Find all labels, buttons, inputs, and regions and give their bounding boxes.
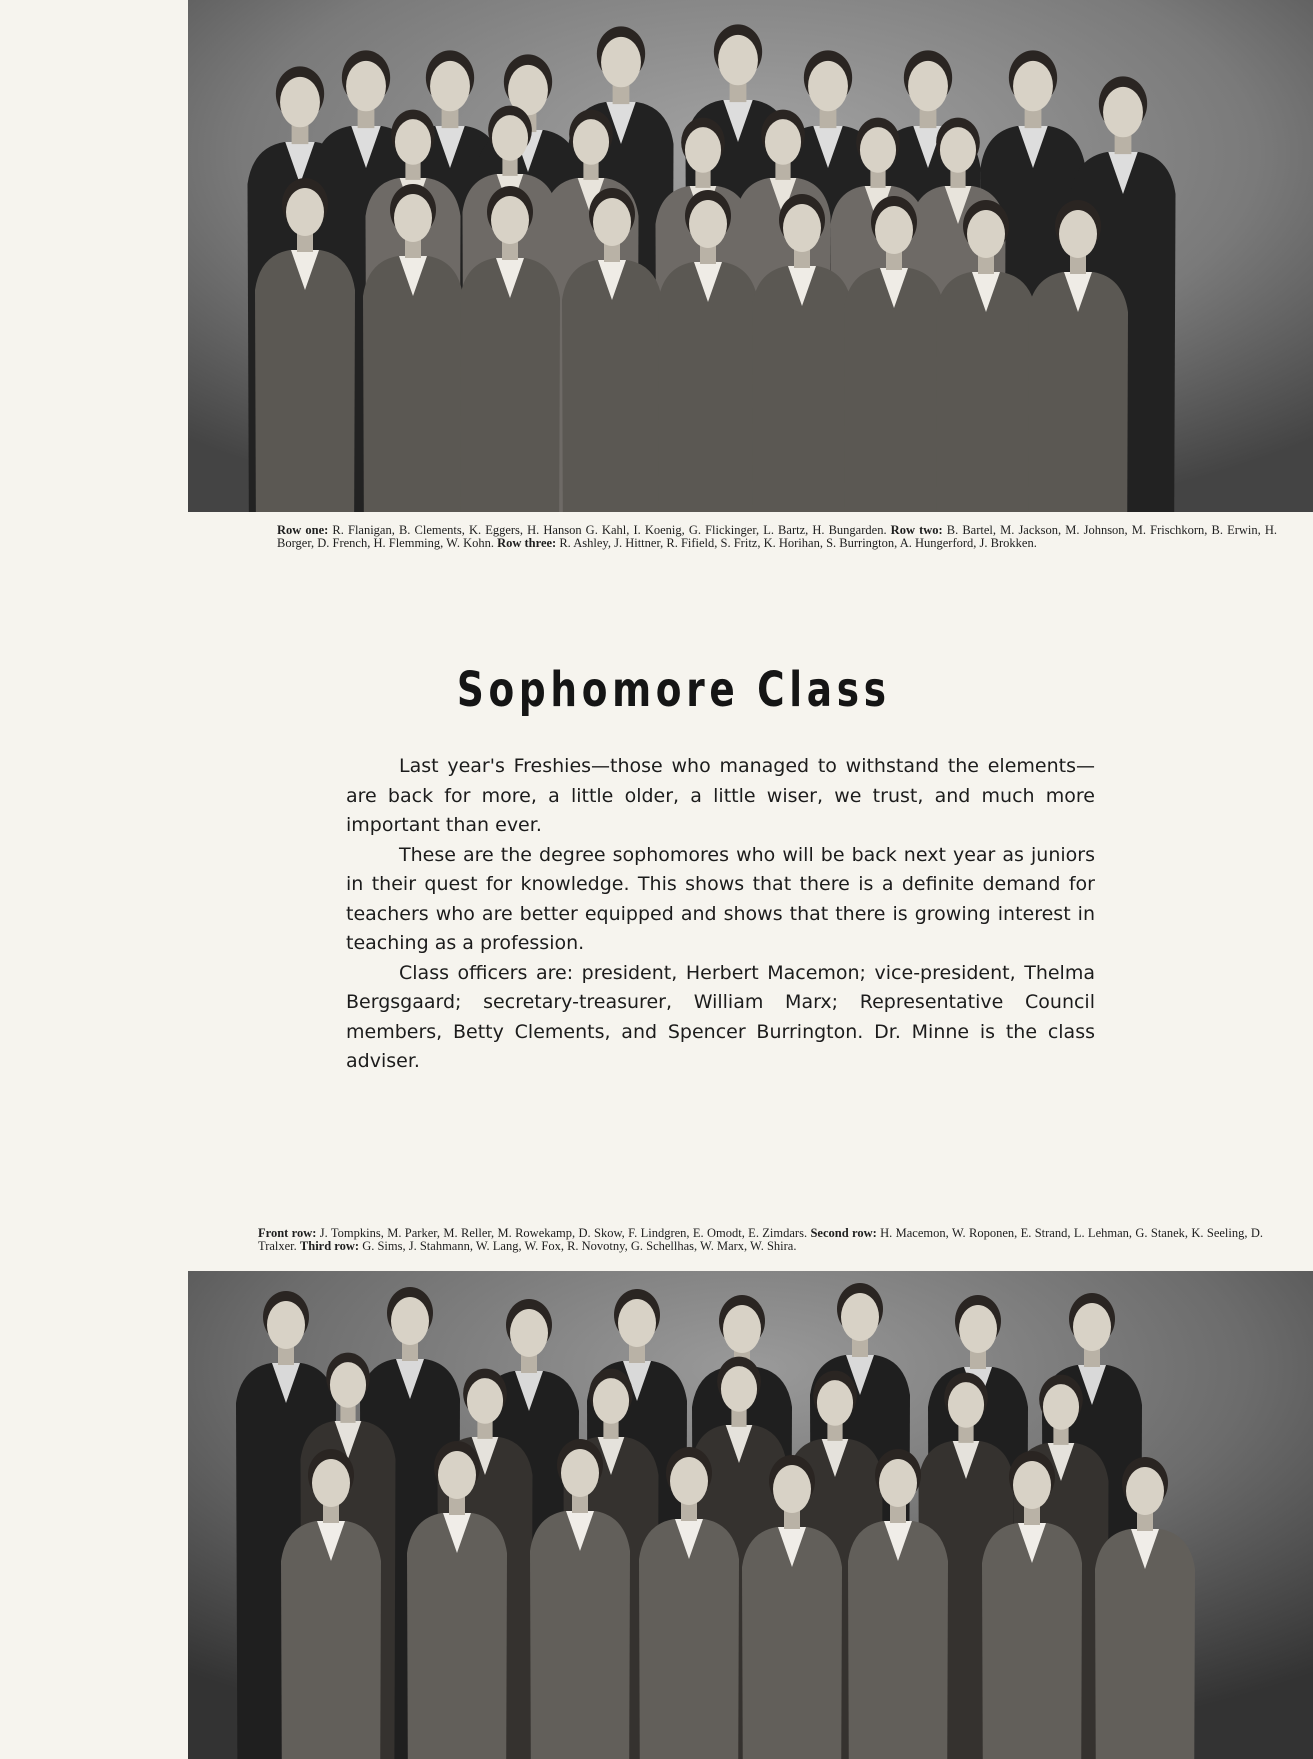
bottom-photo-image <box>188 1271 1313 1759</box>
third-row-label: Third row: <box>299 1238 360 1253</box>
article-paragraph: These are the degree sophomores who will be back next year as juniors in their quest for knowledge. This shows that there is a definite demand for teachers who are better equipped and shows that there is growing interest in teaching as a profession. <box>346 843 1095 954</box>
row-three-names: R. Ashley, J. Hittner, R. Fifield, S. Fritz, K. Horihan, S. Burrington, A. Hungerford, J. Brokken. <box>556 535 1037 550</box>
row-three-label: Row three: <box>497 535 557 550</box>
row-one-label: Row one: <box>277 523 329 537</box>
article-paragraph: Class officers are: president, Herbert Macemon; vice-president, Thelma Bergsgaard; secretary-treasurer, William Marx; Representative Council members, Betty Clements, and Spencer Burrington. Dr. Minne is the class adviser. <box>346 961 1095 1072</box>
article-body <box>346 752 1095 1077</box>
row-two-names: B. Bartel, M. Jackson, M. Johnson, M. Frischkorn, B. Erwin, H. Borger, D. French, H. Flemming, W. Kohn. <box>277 523 1277 550</box>
row-two-label: Row two: <box>890 523 943 537</box>
row-one-names: R. Flanigan, B. Clements, K. Eggers, H. Hanson G. Kahl, I. Koenig, G. Flickinger, L. Bartz, H. Bungarden. <box>328 523 891 537</box>
page-title: Sophomore Class <box>456 662 891 718</box>
front-row-names: J. Tompkins, M. Parker, M. Reller, M. Rowekamp, D. Skow, F. Lindgren, E. Omodt, E. Zimdars. <box>316 1226 811 1240</box>
top-group-photo <box>188 0 1313 512</box>
second-row-label: Second row: <box>810 1226 877 1240</box>
second-row-names: H. Macemon, W. Roponen, E. Strand, L. Lehman, G. Stanek, K. Seeling, D. Tralxer. <box>258 1226 1263 1253</box>
bottom-photo-caption <box>258 1227 1263 1252</box>
article-paragraph: Last year's Freshies—those who managed to withstand the elements—are back for more, a little older, a little wiser, we trust, and much more important than ever. <box>346 755 1095 836</box>
bottom-group-photo <box>188 1271 1313 1759</box>
third-row-names: G. Sims, J. Stahmann, W. Lang, W. Fox, R. Novotny, G. Schellhas, W. Marx, W. Shira. <box>359 1238 797 1253</box>
front-row-label: Front row: <box>258 1226 317 1240</box>
top-photo-image <box>188 0 1313 512</box>
top-photo-caption <box>277 524 1277 549</box>
